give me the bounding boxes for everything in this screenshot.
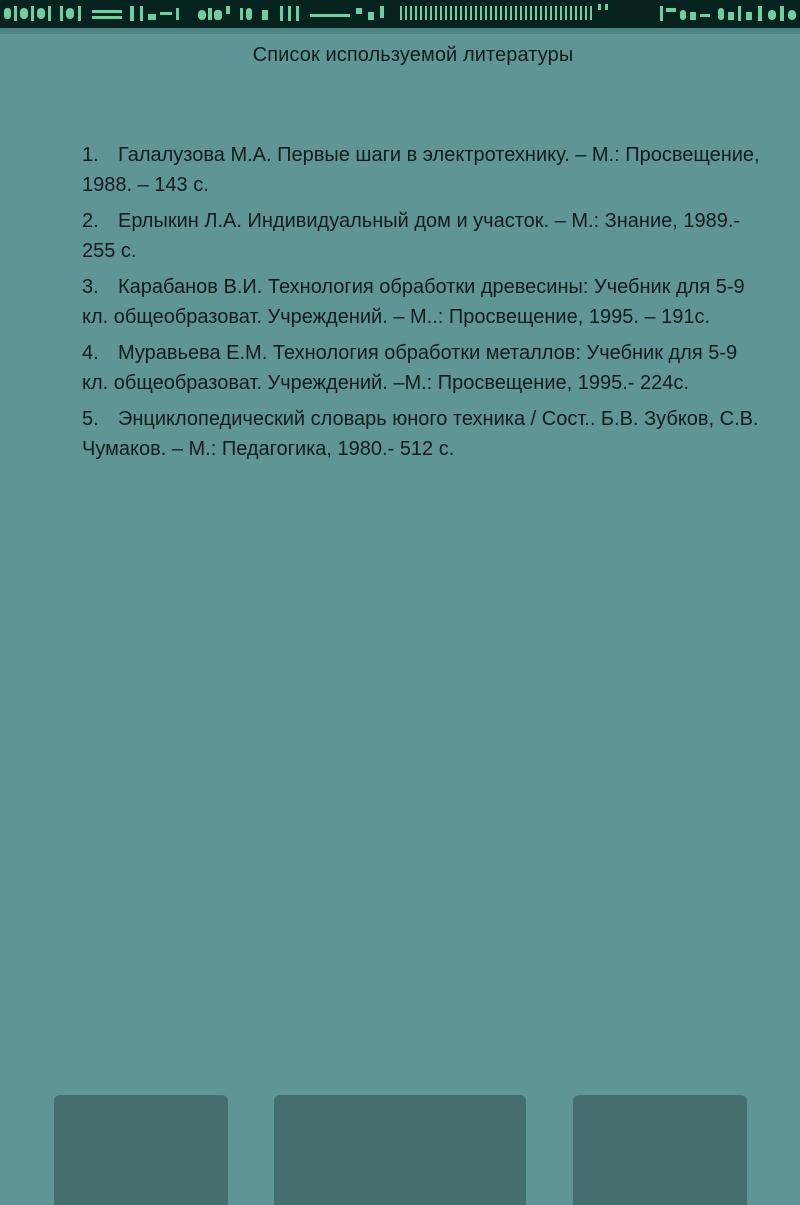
reference-number: 3.: [82, 276, 99, 298]
circuit-pattern-graphic: [0, 0, 800, 28]
decorative-circuit-banner: [0, 0, 800, 28]
reference-text: Карабанов В.И. Технология обработки древесины: Учебник для 5-9 кл. общеобразоват. Учреждений. – М..: Просвещение, 1995. – 191с.: [82, 276, 745, 328]
reference-item: [82, 404, 762, 464]
reference-text: Муравьева Е.М. Технология обработки металлов: Учебник для 5-9 кл. общеобразоват. Учреждений. –М.: Просвещение, 1995.- 224с.: [82, 342, 738, 394]
page-title: Список используемой литературы: [252, 44, 574, 66]
reference-text: Галалузова М.А. Первые шаги в электротехнику. – М.: Просвещение, 1988. – 143 с.: [82, 144, 760, 196]
bottom-nav-tab-center[interactable]: [274, 1095, 526, 1205]
reference-number: 4.: [82, 342, 99, 364]
bottom-nav-tab-right[interactable]: [573, 1095, 747, 1205]
bottom-nav-tab-left[interactable]: [54, 1095, 228, 1205]
reference-list: [82, 140, 762, 470]
reference-item: [82, 338, 762, 398]
reference-text: Ерлыкин Л.А. Индивидуальный дом и участок. – М.: Знание, 1989.- 255 с.: [82, 210, 741, 262]
reference-number: 1.: [82, 144, 99, 166]
banner-divider: [0, 28, 800, 34]
reference-number: 5.: [82, 408, 99, 430]
reference-item: [82, 140, 762, 200]
reference-item: [82, 272, 762, 332]
reference-number: 2.: [82, 210, 99, 232]
reference-item: [82, 206, 762, 266]
reference-text: Энциклопедический словарь юного техника / Сост.. Б.В. Зубков, С.В. Чумаков. – М.: Педагогика, 1980.- 512 с.: [82, 408, 759, 460]
